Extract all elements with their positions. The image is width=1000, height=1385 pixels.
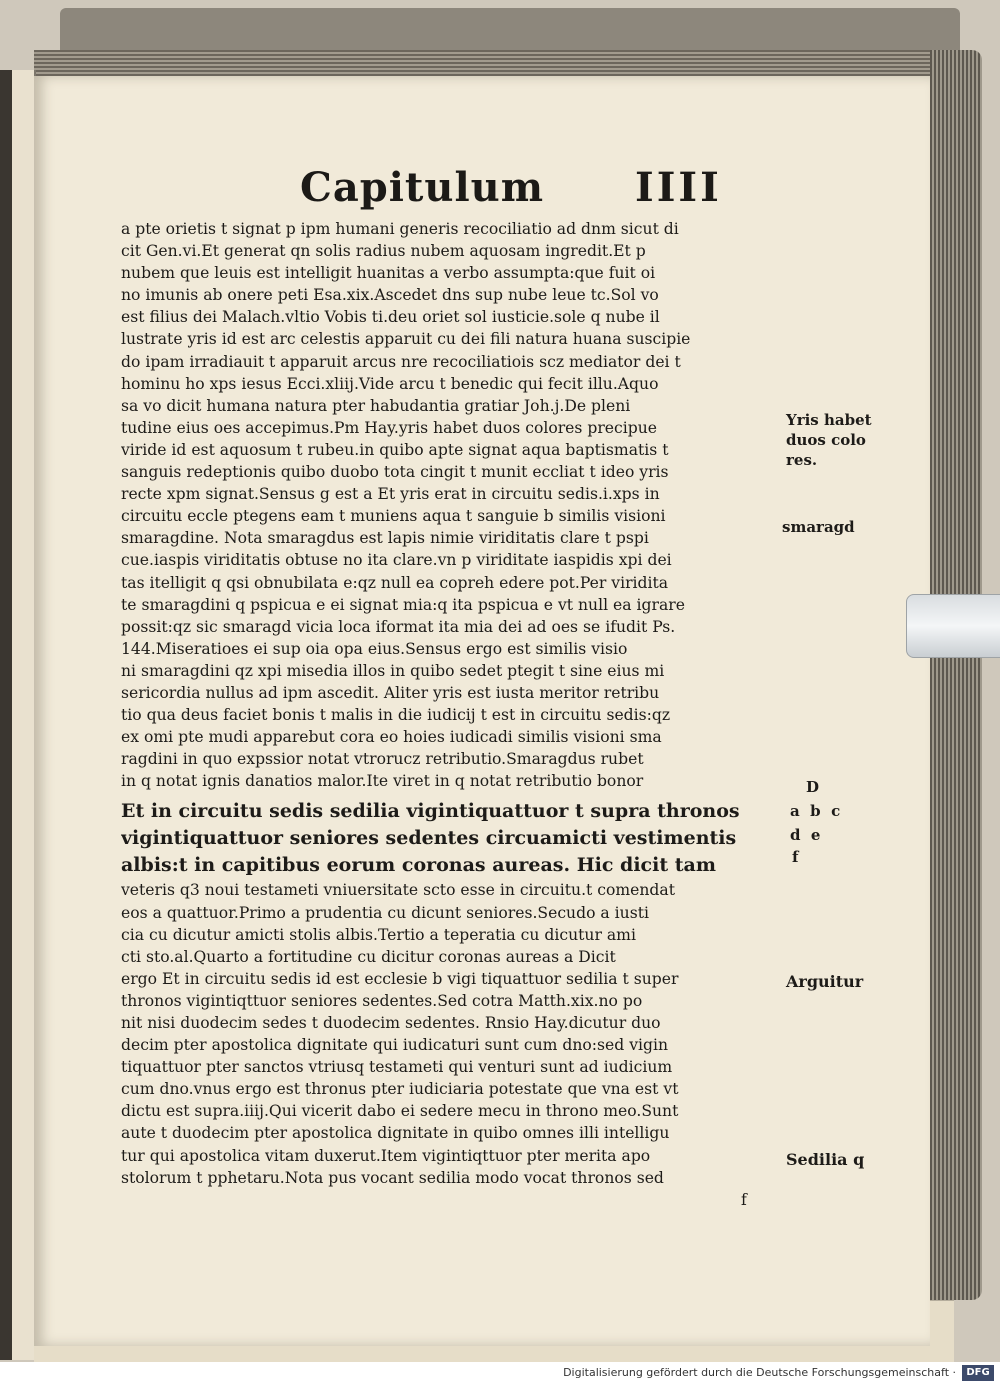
- text-line: cit Gen.vi.Et generat qn solis radius nubem aquosam ingredit.Et p: [121, 242, 646, 261]
- text-line: tas itelligit q qsi obnubilata e:qz null ea copreh edere pot.Per viridita: [121, 573, 669, 592]
- text-line: ergo Et in circuitu sedis id est ecclesie b vigi tiquattuor sedilia t super: [121, 969, 679, 988]
- text-line: aute t duodecim pter apostolica dignitate in quibo omnes illi intelligu: [121, 1124, 670, 1143]
- text-line: dictu est supra.iiij.Qui vicerit dabo ei sedere mecu in throno meo.Sunt: [121, 1102, 679, 1121]
- chapter-number: IIII: [635, 164, 722, 211]
- text-line: in q notat ignis danatios malor.Ite viret in q notat retributio bonor: [121, 772, 644, 791]
- text-line: nubem que leuis est intelligit huanitas a verbo assumpta:que fuit oi: [121, 264, 656, 283]
- margin-note-line: duos colo: [786, 431, 866, 449]
- digitization-footer: [0, 1362, 1000, 1385]
- lemma-line: vigintiquattuor seniores sedentes circuamicti vestimentis: [121, 827, 737, 850]
- text-line: hominu ho xps iesus Ecci.xliij.Vide arcu t benedic qui fecit illu.Aquo: [121, 374, 659, 393]
- text-line: smaragdine. Nota smaragdus est lapis nimie viriditatis clare t pspi: [121, 529, 649, 548]
- margin-note-arguitur: Arguitur: [786, 972, 864, 991]
- text-line: thronos vigintiqttuor seniores sedentes.Sed cotra Matth.xix.no po: [121, 991, 643, 1010]
- gutter-shadow: [0, 70, 12, 1360]
- page-stack-right: [930, 50, 982, 1300]
- text-line: lustrate yris id est arc celestis apparuit cu dei fili natura huana suscipie: [121, 330, 691, 349]
- text-line: 144.Miseratioes ei sup oia opa eius.Sensus ergo est similis visio: [121, 639, 628, 658]
- final-mark: f: [741, 1190, 747, 1209]
- margin-note-smaragd: smaragd: [782, 518, 855, 536]
- page-stack-top: [34, 50, 956, 78]
- text-line: ragdini in quo expssior notat vtrorucz retributio.Smaragdus rubet: [121, 750, 644, 769]
- footer-credit: Digitalisierung gefördert durch die Deutsche Forschungsgemeinschaft ·: [563, 1366, 956, 1379]
- text-line: nit nisi duodecim sedes t duodecim sedentes. Rnsio Hay.dicutur duo: [121, 1014, 661, 1032]
- margin-note-line: Yris habet: [786, 411, 872, 429]
- text-line: sericordia nullus ad ipm ascedit. Aliter yris est iusta meritor retribu: [121, 683, 660, 702]
- text-line: possit:qz sic smaragd vicia loca iformat ita mia dei ad oes se ifudit Ps.: [121, 617, 676, 636]
- page-clip: [906, 594, 1000, 658]
- running-head: [300, 164, 720, 220]
- text-line: sanguis redeptionis quibo duobo tota cingit t munit eccliat t ideo yris: [121, 463, 669, 482]
- text-line: a pte orietis t signat p ipm humani generis recociliatio ad dnm sicut di: [121, 220, 679, 238]
- text-line: ex omi pte mudi apparebut cora eo hoies iudicadi similis visioni sma: [121, 728, 662, 747]
- margin-note-line: res.: [786, 451, 818, 469]
- text-line: recte xpm signat.Sensus g est a Et yris erat in circuitu sedis.i.xps in: [121, 485, 660, 504]
- margin-letters-abc: a b c: [790, 802, 841, 820]
- book-page: [34, 76, 930, 1346]
- margin-note-sedilia: Sedilia q: [786, 1150, 865, 1169]
- text-line: tiquattuor pter sanctos vtriusq testameti qui venturi sunt ad iudicium: [121, 1058, 673, 1077]
- lemma-line: Et in circuitu sedis sedilia vigintiquattuor t supra thronos: [121, 800, 740, 823]
- text-line: est filius dei Malach.vltio Vobis ti.deu oriet sol iusticie.sole q nube il: [121, 308, 660, 327]
- chapter-title: Capitulum: [300, 164, 545, 211]
- dfg-logo: DFG: [962, 1365, 994, 1381]
- text-line: cum dno.vnus ergo est thronus pter iudiciaria potestate que vna est vt: [121, 1080, 679, 1099]
- text-line: tio qua deus faciet bonis t malis in die iudicij t est in circuitu sedis:qz: [121, 706, 671, 725]
- text-line: cue.iaspis viriditatis obtuse no ita clare.vn p viriditate iaspidis xpi dei: [121, 551, 672, 570]
- text-line: sa vo dicit humana natura pter habudantia gratiar Joh.j.De pleni: [121, 396, 631, 415]
- margin-letter-f: f: [792, 848, 799, 866]
- text-line: decim pter apostolica dignitate qui iudicaturi sunt cum dno:sed vigin: [121, 1036, 669, 1055]
- text-line: eos a quattuor.Primo a prudentia cu dicunt seniores.Secudo a iusti: [121, 903, 649, 922]
- text-line: veteris q3 noui testameti vniuersitate scto esse in circuitu.t comendat: [121, 881, 675, 900]
- book-cover-top: [60, 8, 960, 52]
- lemma-line: albis:t in capitibus eorum coronas aureas. Hic dicit tam: [121, 854, 716, 877]
- margin-letter-d: D: [806, 778, 820, 796]
- margin-note-yris: [786, 410, 872, 470]
- text-line: cti sto.al.Quarto a fortitudine cu dicitur coronas aureas a Dicit: [121, 947, 616, 966]
- text-line: cia cu dicutur amicti stolis albis.Tertio a teperatia cu dicutur ami: [121, 925, 636, 944]
- text-line: tudine eius oes accepimus.Pm Hay.yris habet duos colores precipue: [121, 418, 658, 437]
- text-line: stolorum t pphetaru.Nota pus vocant sedilia modo vocat thronos sed: [121, 1168, 664, 1187]
- text-line: do ipam irradiauit t apparuit arcus nre recociliatiois scz mediator dei t: [121, 352, 681, 371]
- margin-letters-de: d e: [790, 826, 821, 844]
- text-line: viride id est aquosum t rubeu.in quibo apte signat aqua baptismatis t: [121, 440, 669, 459]
- text-line: ni smaragdini qz xpi misedia illos in quibo sedet ptegit t sine eius mi: [121, 661, 665, 680]
- text-line: tur qui apostolica vitam duxerut.Item vigintiqttuor pter merita apo: [121, 1146, 651, 1165]
- text-line: te smaragdini q pspicua e ei signat mia:q ita pspicua e vt null ea igrare: [121, 595, 685, 614]
- text-line: no imunis ab onere peti Esa.xix.Ascedet dns sup nube leue tc.Sol vo: [121, 286, 659, 305]
- text-line: circuitu eccle ptegens eam t muniens aqua t sanguie b similis visioni: [121, 507, 666, 526]
- main-text-block: [121, 218, 781, 1211]
